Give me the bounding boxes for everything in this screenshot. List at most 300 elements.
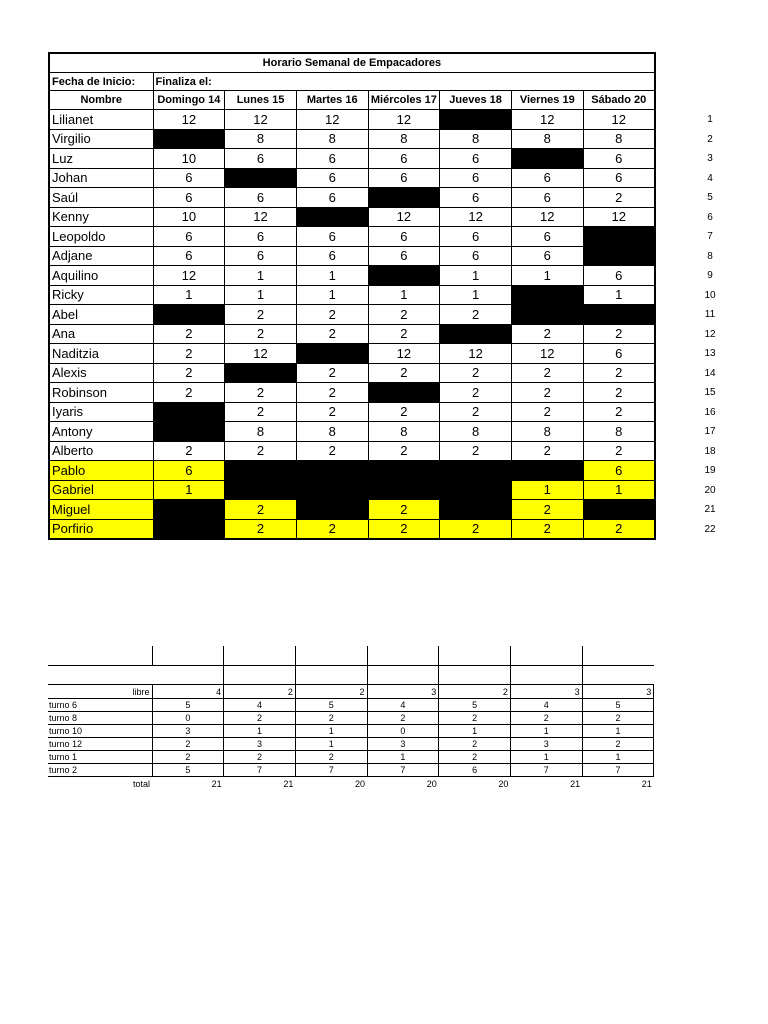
shift-cell: 6 [368,168,440,188]
shift-cell: 2 [153,441,225,461]
shift-cell: 6 [368,149,440,169]
day-off-cell [511,149,583,169]
employee-name: Alberto [49,441,153,461]
day-off-cell [583,246,655,266]
summary-value: 4 [367,699,439,712]
summary-value: 3 [152,725,224,738]
summary-value: 7 [295,764,367,777]
blank-cell [295,666,367,685]
summary-value: 5 [295,699,367,712]
shift-cell: 2 [511,500,583,520]
shift-cell: 2 [296,305,368,325]
shift-cell: 2 [368,441,440,461]
shift-cell: 1 [440,266,512,286]
employee-name: Ricky [49,285,153,305]
day-off-cell [296,461,368,481]
employee-row [49,266,655,286]
summary-value: 3 [367,685,439,699]
shift-cell: 6 [583,344,655,364]
summary-value: 2 [224,751,296,764]
blank-cell [510,666,582,685]
summary-value: 5 [439,699,511,712]
row-number: 12 [704,328,716,340]
blank-cell [152,666,224,685]
day-off-cell [368,188,440,208]
day-off-cell [296,344,368,364]
shift-cell: 2 [511,519,583,539]
summary-value: 2 [295,751,367,764]
total-value: 20 [426,779,437,789]
shift-cell: 2 [368,402,440,422]
summary-value: 2 [510,712,582,725]
total-value: 21 [641,779,652,789]
employee-row [49,129,655,149]
employee-row [49,168,655,188]
shift-cell: 2 [368,324,440,344]
shift-cell: 12 [225,207,297,227]
blank-cell [48,666,152,685]
shift-cell: 2 [440,402,512,422]
shift-cell: 6 [153,246,225,266]
shift-cell: 2 [440,383,512,403]
shift-cell: 2 [368,519,440,539]
shift-cell: 2 [225,383,297,403]
summary-value: 2 [582,712,654,725]
employee-row [49,305,655,325]
employee-row [49,500,655,520]
summary-value: 2 [439,738,511,751]
shift-cell: 6 [225,246,297,266]
row-number: 18 [704,445,716,457]
summary-value: 1 [367,751,439,764]
shift-cell: 1 [583,285,655,305]
shift-cell: 6 [440,149,512,169]
shift-cell: 1 [153,480,225,500]
shift-cell: 2 [440,441,512,461]
shift-cell: 6 [583,266,655,286]
summary-row [48,685,654,699]
shift-cell: 2 [368,363,440,383]
employee-row [49,149,655,169]
day-off-cell [440,324,512,344]
day-off-cell [440,480,512,500]
shift-cell: 6 [225,188,297,208]
summary-value: 4 [224,699,296,712]
row-number: 20 [704,484,716,496]
summary-value: 7 [367,764,439,777]
shift-cell: 2 [296,383,368,403]
employee-row [49,110,655,130]
summary-row [48,764,654,777]
date-blank [296,73,654,91]
shift-cell: 6 [153,461,225,481]
shift-cell: 1 [511,266,583,286]
shift-cell: 6 [296,168,368,188]
employee-name: Johan [49,168,153,188]
shift-cell: 2 [368,500,440,520]
shift-cell: 1 [368,285,440,305]
summary-value: 1 [582,725,654,738]
total-value: 20 [498,779,509,789]
summary-label: libre [48,685,152,699]
blank-cell [367,646,439,666]
shift-cell: 2 [511,441,583,461]
shift-cell: 6 [583,461,655,481]
shift-cell: 10 [153,149,225,169]
summary-value: 2 [224,712,296,725]
day-off-cell [153,402,225,422]
shift-cell: 6 [225,149,297,169]
shift-cell: 2 [153,324,225,344]
shift-cell: 2 [225,441,297,461]
shift-cell: 2 [511,383,583,403]
shift-cell: 12 [368,344,440,364]
summary-value: 3 [510,685,582,699]
employee-name: Luz [49,149,153,169]
row-number: 22 [704,523,716,535]
shift-cell: 2 [583,519,655,539]
total-value: 21 [570,779,581,789]
blank-cell [439,646,511,666]
shift-cell: 6 [440,227,512,247]
shift-cell: 6 [296,149,368,169]
summary-value: 0 [152,712,224,725]
employee-row [49,324,655,344]
shift-cell: 1 [225,266,297,286]
name-header: Nombre [49,91,153,110]
shift-cell: 6 [368,227,440,247]
shift-cell: 2 [225,519,297,539]
summary-label: turno 6 [48,699,152,712]
shift-cell: 6 [583,168,655,188]
row-number: 21 [704,504,716,515]
day-off-cell [296,207,368,227]
summary-value: 1 [439,725,511,738]
summary-value: 2 [152,738,224,751]
summary-value: 5 [152,764,224,777]
row-number: 2 [707,133,713,145]
shift-cell: 6 [511,227,583,247]
summary-value: 1 [510,751,582,764]
blank-cell [510,646,582,666]
day-off-cell [225,480,297,500]
blank-cell [582,646,654,666]
summary-value: 1 [582,751,654,764]
summary-row [48,751,654,764]
row-number: 5 [707,192,713,203]
summary-value: 4 [152,685,224,699]
day-off-cell [583,227,655,247]
day-off-cell [368,461,440,481]
shift-cell: 12 [153,110,225,130]
summary-value: 3 [582,685,654,699]
blank-cell [224,646,296,666]
summary-value: 4 [510,699,582,712]
employee-name: Gabriel [49,480,153,500]
employee-name: Alexis [49,363,153,383]
shift-cell: 6 [296,246,368,266]
day-header: Martes 16 [296,91,368,110]
shift-cell: 8 [511,129,583,149]
day-header: Lunes 15 [225,91,297,110]
total-value: 21 [211,779,222,789]
shift-cell: 2 [583,402,655,422]
row-index-column [690,110,730,539]
day-off-cell [153,422,225,442]
shift-cell: 10 [153,207,225,227]
day-off-cell [153,519,225,539]
day-off-cell [511,461,583,481]
row-number: 16 [704,406,716,418]
shift-cell: 6 [296,188,368,208]
shift-cell: 6 [511,168,583,188]
summary-total-row [48,777,654,792]
row-number: 6 [707,211,713,223]
day-off-cell [296,500,368,520]
shift-cell: 2 [153,344,225,364]
day-off-cell [225,363,297,383]
shift-cell: 2 [511,402,583,422]
shift-cell: 2 [296,402,368,422]
shift-cell: 8 [511,422,583,442]
shift-cell: 2 [440,363,512,383]
employee-row [49,383,655,403]
row-number: 7 [707,231,713,242]
shift-cell: 12 [368,207,440,227]
summary-value: 2 [439,751,511,764]
employee-row [49,227,655,247]
summary-value: 2 [152,751,224,764]
shift-cell: 6 [225,227,297,247]
employee-row [49,441,655,461]
day-header: Miércoles 17 [368,91,440,110]
employee-name: Saúl [49,188,153,208]
shift-cell: 2 [225,324,297,344]
employee-name: Porfirio [49,519,153,539]
row-number: 15 [704,387,716,398]
employee-name: Leopoldo [49,227,153,247]
shift-cell: 8 [225,129,297,149]
shift-cell: 1 [296,285,368,305]
day-header: Domingo 14 [153,91,225,110]
shift-cell: 2 [368,305,440,325]
employee-name: Kenny [49,207,153,227]
shift-cell: 2 [583,324,655,344]
shift-cell: 2 [583,441,655,461]
shift-cell: 6 [153,168,225,188]
shift-cell: 2 [296,363,368,383]
shift-cell: 2 [225,500,297,520]
shift-cell: 2 [296,519,368,539]
summary-table [48,646,654,791]
summary-label: turno 2 [48,764,152,777]
day-off-cell [225,168,297,188]
shift-cell: 2 [583,383,655,403]
summary-blank-row [48,666,654,685]
shift-cell: 2 [296,441,368,461]
employee-name: Iyaris [49,402,153,422]
shift-cell: 2 [225,402,297,422]
shift-cell: 6 [583,149,655,169]
blank-cell [439,666,511,685]
blank-cell [367,666,439,685]
shift-cell: 12 [368,110,440,130]
shift-cell: 2 [583,363,655,383]
shift-cell: 2 [583,188,655,208]
start-date-label: Fecha de Inicio: [49,73,153,91]
shift-cell: 1 [153,285,225,305]
shift-cell: 1 [225,285,297,305]
shift-cell: 1 [511,480,583,500]
row-number: 17 [704,426,716,437]
shift-cell: 2 [153,383,225,403]
shift-cell: 2 [511,363,583,383]
summary-value: 2 [295,712,367,725]
summary-row [48,699,654,712]
summary-row [48,712,654,725]
shift-cell: 2 [296,324,368,344]
blank-cell [582,666,654,685]
shift-cell: 12 [440,207,512,227]
summary-label: turno 10 [48,725,152,738]
day-header: Viernes 19 [511,91,583,110]
total-value: 20 [355,779,366,789]
total-label: total [132,779,150,789]
employee-row [49,402,655,422]
shift-cell: 6 [511,246,583,266]
summary-value: 2 [295,685,367,699]
row-number: 3 [707,153,713,164]
day-off-cell [440,110,512,130]
shift-cell: 6 [440,168,512,188]
day-off-cell [153,129,225,149]
row-number: 9 [707,270,713,281]
employee-name: Naditzia [49,344,153,364]
summary-value: 1 [510,725,582,738]
summary-label: turno 12 [48,738,152,751]
summary-value: 5 [152,699,224,712]
shift-cell: 8 [296,422,368,442]
end-date-label: Finaliza el: [153,73,296,91]
shift-cell: 8 [296,129,368,149]
employee-name: Lilianet [49,110,153,130]
shift-cell: 6 [368,246,440,266]
shift-cell: 6 [440,188,512,208]
blank-cell [224,666,296,685]
shift-cell: 8 [583,422,655,442]
row-number: 4 [707,172,713,184]
shift-cell: 12 [583,207,655,227]
shift-cell: 8 [440,422,512,442]
day-off-cell [368,383,440,403]
day-off-cell [368,480,440,500]
blank-cell [152,646,224,666]
summary-value: 5 [582,699,654,712]
summary-value: 1 [295,725,367,738]
employee-name: Virgilio [49,129,153,149]
summary-value: 1 [295,738,367,751]
day-off-cell [153,305,225,325]
employee-row [49,188,655,208]
day-off-cell [296,480,368,500]
shift-cell: 12 [511,344,583,364]
total-value: 21 [283,779,294,789]
shift-cell: 2 [440,519,512,539]
schedule-table [48,52,656,540]
summary-label: turno 8 [48,712,152,725]
employee-name: Abel [49,305,153,325]
summary-value: 7 [510,764,582,777]
shift-cell: 2 [153,363,225,383]
shift-cell: 2 [225,305,297,325]
row-number: 8 [707,250,713,262]
summary-value: 2 [439,685,511,699]
shift-cell: 2 [440,305,512,325]
day-off-cell [583,305,655,325]
day-off-cell [153,500,225,520]
shift-cell: 8 [583,129,655,149]
summary-value: 1 [224,725,296,738]
employee-row [49,207,655,227]
row-number: 1 [707,114,713,125]
employee-row [49,344,655,364]
employee-row [49,285,655,305]
shift-cell: 6 [153,227,225,247]
employee-name: Robinson [49,383,153,403]
shift-cell: 12 [440,344,512,364]
summary-value: 3 [224,738,296,751]
shift-cell: 6 [153,188,225,208]
day-off-cell [583,500,655,520]
blank-cell [48,646,152,666]
summary-value: 3 [510,738,582,751]
employee-name: Ana [49,324,153,344]
shift-cell: 1 [296,266,368,286]
employee-row [49,519,655,539]
day-header: Sábado 20 [583,91,655,110]
employee-row [49,480,655,500]
summary-value: 3 [367,738,439,751]
employee-name: Adjane [49,246,153,266]
summary-label: turno 1 [48,751,152,764]
summary-value: 2 [439,712,511,725]
blank-cell [295,646,367,666]
shift-cell: 8 [368,129,440,149]
employee-name: Antony [49,422,153,442]
shift-cell: 6 [511,188,583,208]
shift-cell: 12 [225,110,297,130]
employee-name: Aquilino [49,266,153,286]
summary-row [48,725,654,738]
summary-value: 2 [582,738,654,751]
shift-cell: 2 [511,324,583,344]
row-number: 13 [704,348,716,359]
summary-value: 2 [224,685,296,699]
row-number: 10 [704,289,716,301]
summary-value: 7 [582,764,654,777]
employee-name: Miguel [49,500,153,520]
shift-cell: 1 [440,285,512,305]
shift-cell: 6 [440,246,512,266]
day-off-cell [440,500,512,520]
employee-row [49,363,655,383]
day-off-cell [511,305,583,325]
shift-cell: 12 [153,266,225,286]
summary-value: 7 [224,764,296,777]
shift-cell: 12 [511,207,583,227]
summary-blank-row [48,646,654,666]
shift-cell: 12 [511,110,583,130]
